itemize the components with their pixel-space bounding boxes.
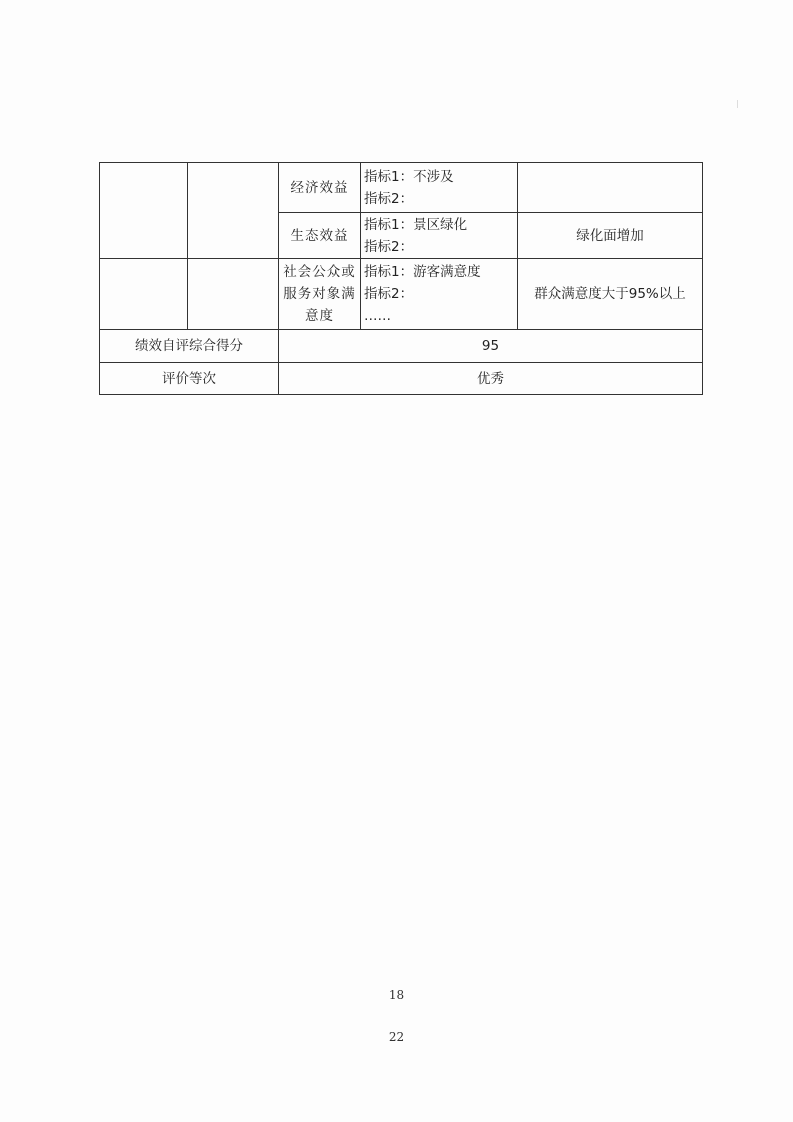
- category-line: 服务对象满: [283, 286, 356, 302]
- table-row-grade: [100, 363, 703, 395]
- indicator-item: 指标2：: [364, 286, 414, 302]
- indicator-list-satisfaction: [361, 259, 518, 330]
- indicator-list-ecological: [361, 213, 518, 259]
- scan-mark: [737, 100, 738, 108]
- grade-label: 评价等次: [100, 363, 279, 395]
- table-row-satisfaction: [100, 259, 703, 330]
- indicator-item: 指标2：: [364, 190, 414, 207]
- result-ecological: 绿化面增加: [518, 213, 703, 259]
- score-label: 绩效自评综合得分: [100, 330, 279, 363]
- empty-cell-level1-bottom: [100, 259, 188, 330]
- result-economic: [518, 163, 703, 213]
- performance-evaluation-table: [99, 162, 703, 395]
- page-number: 18: [388, 988, 405, 1002]
- indicator-item: ……: [364, 308, 391, 324]
- page-number-secondary: 22: [388, 1030, 405, 1044]
- indicator-item: 指标1：景区绿化: [364, 216, 468, 233]
- indicator-item: 指标1：不涉及: [364, 168, 454, 185]
- category-line: 意度: [305, 308, 334, 324]
- indicator-list-economic: [361, 163, 518, 213]
- indicator-item: 指标1：游客满意度: [364, 264, 481, 280]
- score-value: 95: [279, 330, 703, 363]
- indicator-item: 指标2：: [364, 238, 414, 255]
- category-line: 社会公众或: [283, 264, 356, 280]
- result-satisfaction: 群众满意度大于95%以上: [518, 259, 703, 330]
- empty-cell-level2-top: [188, 163, 279, 259]
- grade-value: 优秀: [279, 363, 703, 395]
- indicator-category-economic: 经济效益: [279, 163, 361, 213]
- empty-cell-level1-top: [100, 163, 188, 259]
- indicator-category-ecological: 生态效益: [279, 213, 361, 259]
- empty-cell-level2-bottom: [188, 259, 279, 330]
- table-row-score: [100, 330, 703, 363]
- indicator-category-satisfaction: [279, 259, 361, 330]
- table-row-economic: [100, 163, 703, 213]
